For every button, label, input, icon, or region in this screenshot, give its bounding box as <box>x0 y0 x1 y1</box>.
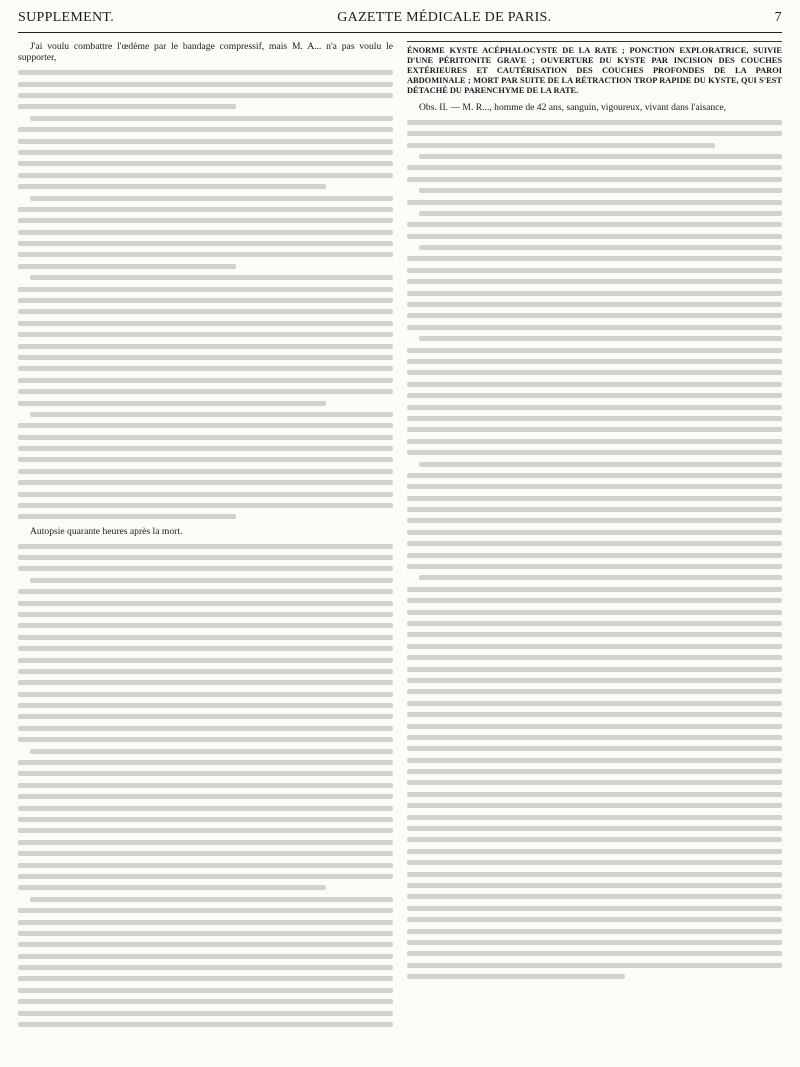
text-line <box>407 906 782 911</box>
text-line <box>18 469 393 474</box>
right-column <box>407 41 782 1031</box>
text-line <box>18 309 393 314</box>
text-line <box>407 621 782 626</box>
text-line <box>18 817 393 822</box>
text-line <box>18 321 393 326</box>
text-line <box>18 612 393 617</box>
text-line <box>407 507 782 512</box>
text-line <box>18 93 393 98</box>
text-columns <box>18 41 782 1031</box>
text-line <box>18 173 393 178</box>
text-line <box>18 976 393 981</box>
text-line <box>407 940 782 945</box>
text-line <box>18 514 236 519</box>
text-line <box>18 589 393 594</box>
text-line <box>18 783 393 788</box>
text-line <box>407 644 782 649</box>
text-line <box>30 897 393 902</box>
text-line <box>18 544 393 549</box>
text-line <box>407 439 782 444</box>
text-line <box>18 435 393 440</box>
text-line <box>18 161 393 166</box>
text-line <box>407 484 782 489</box>
text-line <box>18 920 393 925</box>
text-line <box>30 196 393 201</box>
text-line <box>18 423 393 428</box>
text-line <box>407 610 782 615</box>
text-line <box>18 127 393 132</box>
text-line <box>18 601 393 606</box>
text-line <box>18 389 393 394</box>
text-line <box>18 908 393 913</box>
text-line <box>18 355 393 360</box>
text-line <box>18 931 393 936</box>
text-line <box>407 256 782 261</box>
text-line <box>407 177 782 182</box>
left-body-placeholder-b <box>18 544 393 1031</box>
text-line <box>407 746 782 751</box>
text-line <box>18 264 236 269</box>
text-line <box>18 840 393 845</box>
text-line <box>407 496 782 501</box>
text-line <box>407 234 782 239</box>
text-line <box>419 336 782 341</box>
text-line <box>407 883 782 888</box>
text-line <box>407 929 782 934</box>
text-line <box>18 658 393 663</box>
text-line <box>18 184 326 189</box>
text-line <box>18 828 393 833</box>
text-line <box>18 806 393 811</box>
text-line <box>407 553 782 558</box>
text-line <box>407 849 782 854</box>
text-line <box>419 188 782 193</box>
text-line <box>18 555 393 560</box>
text-line <box>407 678 782 683</box>
text-line <box>407 917 782 922</box>
text-line <box>407 302 782 307</box>
text-line <box>18 999 393 1004</box>
text-line <box>419 154 782 159</box>
text-line <box>18 771 393 776</box>
text-line <box>407 473 782 478</box>
text-line <box>407 598 782 603</box>
text-line <box>407 712 782 717</box>
header-left: SUPPLEMENT. <box>18 10 114 25</box>
page-number: 7 <box>774 10 782 25</box>
observation-opening: Obs. II. — M. R..., homme de 42 ans, sanguin, vigoureux, vivant dans l'aisance, <box>419 102 727 113</box>
text-line <box>407 803 782 808</box>
text-line <box>407 780 782 785</box>
text-line <box>18 332 393 337</box>
text-line <box>18 492 393 497</box>
text-line <box>407 518 782 523</box>
text-line <box>18 623 393 628</box>
text-line <box>407 279 782 284</box>
text-line <box>407 951 782 956</box>
text-line <box>407 769 782 774</box>
text-line <box>18 714 393 719</box>
text-line <box>419 575 782 580</box>
text-line <box>18 252 393 257</box>
text-line <box>407 450 782 455</box>
text-line <box>18 954 393 959</box>
text-line <box>18 287 393 292</box>
text-line <box>18 457 393 462</box>
text-line <box>18 139 393 144</box>
text-line <box>407 393 782 398</box>
text-line <box>18 794 393 799</box>
text-line <box>407 724 782 729</box>
text-line <box>407 963 782 968</box>
text-line <box>18 150 393 155</box>
text-line <box>407 359 782 364</box>
text-line <box>407 348 782 353</box>
text-line <box>30 412 393 417</box>
text-line <box>407 427 782 432</box>
text-line <box>18 378 393 383</box>
text-line <box>407 222 782 227</box>
text-line <box>407 416 782 421</box>
text-line <box>18 1011 393 1016</box>
text-line <box>18 737 393 742</box>
text-line <box>18 1022 393 1027</box>
case-summary-heading: ÉNORME KYSTE ACÉPHALOCYSTE DE LA RATE ; PONCTION EXPLORATRICE, SUIVIE D'UNE PÉRITONITE GRAVE ; OUVERTURE DU KYSTE PAR INCISION DES COUCHES EXTÉRIEURES ET CAUTÉRISATION DES COUCHES PROFONDES DE LA PAROI ABDOMINALE ; MORT PAR SUITE DE LA RÉTRACTION TROP RAPIDE DU KYSTE, QUI S'EST DÉTACHÉ DU PARENCHYME DE LA RATE. <box>407 46 782 95</box>
header-title: GAZETTE MÉDICALE DE PARIS. <box>337 10 552 25</box>
text-line <box>407 313 782 318</box>
text-line <box>30 749 393 754</box>
running-header <box>18 10 782 33</box>
text-line <box>407 143 715 148</box>
text-line <box>18 366 393 371</box>
text-line <box>18 692 393 697</box>
text-line <box>18 401 326 406</box>
text-line <box>407 758 782 763</box>
text-line <box>407 370 782 375</box>
text-line <box>18 851 393 856</box>
text-line <box>18 82 393 87</box>
text-line <box>18 230 393 235</box>
text-line <box>407 735 782 740</box>
text-line <box>407 587 782 592</box>
text-line <box>18 874 393 879</box>
text-line <box>18 703 393 708</box>
text-line <box>18 669 393 674</box>
text-line <box>30 116 393 121</box>
text-line <box>407 291 782 296</box>
text-line <box>407 701 782 706</box>
text-line <box>407 200 782 205</box>
text-line <box>407 165 782 170</box>
column-rule <box>407 41 782 42</box>
text-line <box>18 446 393 451</box>
text-line <box>18 70 393 75</box>
text-line <box>18 104 236 109</box>
page <box>18 10 782 1040</box>
text-line <box>407 667 782 672</box>
text-line <box>407 632 782 637</box>
left-column <box>18 41 393 1031</box>
section-heading-autopsie: Autopsie quarante heures après la mort. <box>30 525 183 537</box>
text-line <box>30 275 393 280</box>
text-line <box>407 541 782 546</box>
text-line <box>407 564 782 569</box>
text-line <box>407 382 782 387</box>
text-line <box>30 578 393 583</box>
text-line <box>18 988 393 993</box>
text-line <box>407 792 782 797</box>
text-line <box>407 815 782 820</box>
text-line <box>18 218 393 223</box>
text-line <box>407 530 782 535</box>
text-line <box>18 646 393 651</box>
text-line <box>407 655 782 660</box>
text-line <box>419 211 782 216</box>
text-line <box>18 241 393 246</box>
text-line <box>407 689 782 694</box>
text-line <box>18 760 393 765</box>
text-line <box>407 872 782 877</box>
text-line <box>407 974 625 979</box>
text-line <box>407 325 782 330</box>
left-body-placeholder-a <box>18 70 393 519</box>
text-line <box>407 860 782 865</box>
text-line <box>419 462 782 467</box>
text-line <box>407 826 782 831</box>
text-line <box>18 503 393 508</box>
text-line <box>407 131 782 136</box>
text-line <box>18 344 393 349</box>
text-line <box>18 726 393 731</box>
text-line <box>18 298 393 303</box>
right-body-placeholder <box>407 120 782 979</box>
text-line <box>18 207 393 212</box>
text-line <box>407 268 782 273</box>
text-line <box>18 566 393 571</box>
text-line <box>419 245 782 250</box>
text-line <box>18 965 393 970</box>
text-line <box>18 863 393 868</box>
text-line <box>18 680 393 685</box>
text-line <box>407 894 782 899</box>
text-line <box>407 120 782 125</box>
text-line <box>407 405 782 410</box>
text-line <box>18 942 393 947</box>
left-opening-line: J'ai voulu combattre l'œdème par le bandage compressif, mais M. A... n'a pas voulu le supporter, <box>18 41 393 64</box>
text-line <box>18 885 326 890</box>
text-line <box>407 837 782 842</box>
text-line <box>18 480 393 485</box>
text-line <box>18 635 393 640</box>
